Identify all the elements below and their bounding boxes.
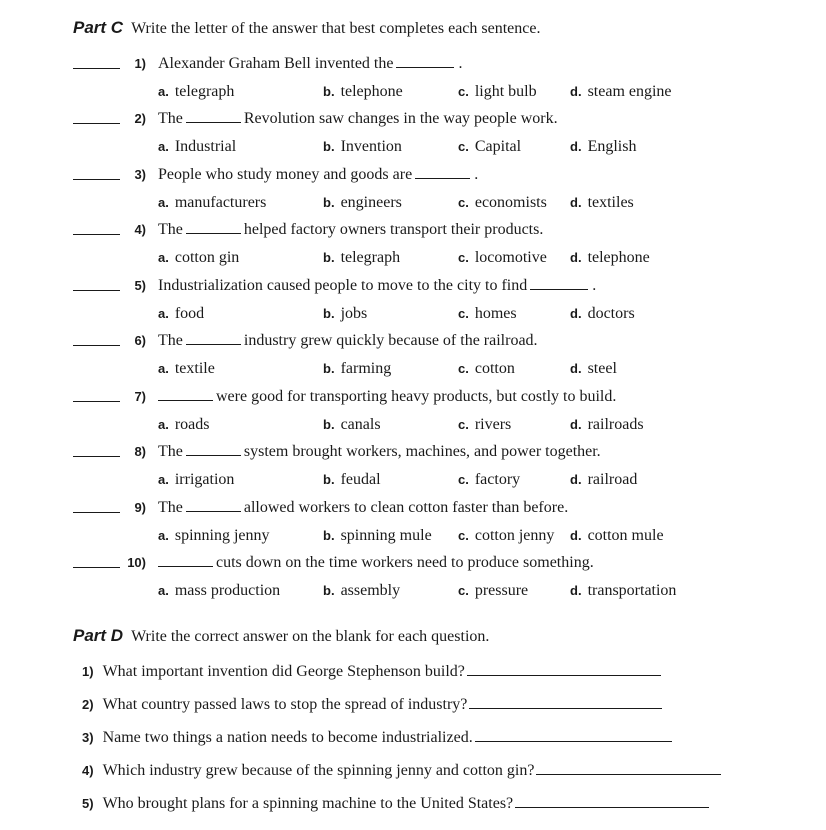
sentence-after: . (458, 55, 463, 72)
sentence-before: People who study money and goods are (158, 166, 413, 183)
option-letter: c. (458, 84, 469, 99)
option-letter: c. (458, 195, 469, 210)
option-letter: b. (323, 528, 335, 543)
option-text: cotton (474, 360, 515, 377)
sentence-after: Revolution saw changes in the way people work. (243, 110, 558, 127)
answer-option (458, 360, 515, 378)
option-letter: a. (158, 250, 169, 265)
option-text: Capital (474, 138, 522, 155)
answer-option (458, 83, 537, 101)
part-d-label: Part D (73, 626, 124, 645)
sentence-after: system brought workers, machines, and power together. (243, 443, 601, 460)
option-text: cotton jenny (474, 527, 555, 544)
answer-blank[interactable] (73, 234, 120, 235)
question-text: What important invention did George Stephenson build? (102, 663, 465, 680)
question-number: 5) (134, 278, 146, 293)
question-number: 4) (82, 763, 94, 778)
option-letter: b. (323, 84, 335, 99)
question-number: 3) (134, 167, 146, 182)
option-letter: a. (158, 361, 169, 376)
answer-option (458, 582, 528, 600)
option-text: Industrial (174, 138, 237, 155)
answer-option (323, 83, 403, 101)
question-sentence (158, 442, 601, 461)
option-letter: b. (323, 195, 335, 210)
option-letter: d. (570, 84, 582, 99)
question-number: 2) (82, 697, 94, 712)
option-text: spinning jenny (174, 527, 270, 544)
option-letter: a. (158, 306, 169, 321)
option-text: pressure (474, 582, 529, 599)
answer-line[interactable] (536, 761, 721, 775)
answer-line[interactable] (515, 794, 709, 808)
sentence-before: The (158, 499, 183, 516)
question-text: Name two things a nation needs to become industrialized. (102, 729, 473, 746)
sentence-after: helped factory owners transport their products. (243, 221, 544, 238)
option-text: mass production (174, 582, 281, 599)
option-text: homes (474, 305, 517, 322)
answer-option (458, 249, 547, 267)
part-d-instruction: Write the correct answer on the blank for each question. (131, 628, 490, 645)
option-text: textiles (587, 194, 634, 211)
option-text: transportation (587, 582, 677, 599)
option-letter: a. (158, 195, 169, 210)
sentence-blank (186, 442, 241, 456)
answer-option (323, 527, 432, 545)
answer-option (458, 138, 521, 156)
answer-blank[interactable] (73, 68, 120, 69)
option-letter: a. (158, 417, 169, 432)
option-text: railroads (587, 416, 644, 433)
sentence-before: The (158, 443, 183, 460)
question-number: 8) (134, 444, 146, 459)
option-letter: b. (323, 417, 335, 432)
option-text: rivers (474, 416, 512, 433)
answer-option (158, 471, 234, 489)
sentence-blank (186, 498, 241, 512)
option-letter: d. (570, 306, 582, 321)
short-answer-question (82, 662, 664, 681)
sentence-blank (186, 331, 241, 345)
answer-option (323, 249, 400, 267)
option-letter: d. (570, 583, 582, 598)
option-text: assembly (340, 582, 401, 599)
short-answer-question (82, 695, 665, 714)
question-number: 4) (134, 222, 146, 237)
sentence-blank (186, 220, 241, 234)
option-letter: a. (158, 84, 169, 99)
sentence-before: Industrialization caused people to move to the city to find (158, 277, 528, 294)
question-number: 1) (134, 56, 146, 71)
option-text: cotton gin (174, 249, 240, 266)
option-letter: c. (458, 361, 469, 376)
option-text: English (587, 138, 637, 155)
answer-option (458, 416, 511, 434)
option-letter: c. (458, 528, 469, 543)
option-text: steam engine (587, 83, 672, 100)
answer-line[interactable] (467, 662, 661, 676)
sentence-before: The (158, 110, 183, 127)
option-text: farming (340, 360, 392, 377)
option-text: telegraph (174, 83, 235, 100)
answer-option (323, 360, 391, 378)
answer-option (458, 305, 517, 323)
sentence-before: The (158, 221, 183, 238)
option-letter: c. (458, 417, 469, 432)
answer-option (158, 305, 204, 323)
sentence-after: . (474, 166, 479, 183)
answer-option (323, 471, 381, 489)
answer-option (158, 582, 280, 600)
option-letter: d. (570, 139, 582, 154)
sentence-after: allowed workers to clean cotton faster than before. (243, 499, 569, 516)
option-letter: a. (158, 472, 169, 487)
option-text: telephone (587, 249, 650, 266)
part-c-header (73, 18, 540, 38)
option-letter: a. (158, 528, 169, 543)
answer-blank[interactable] (73, 401, 120, 402)
question-number: 10) (127, 555, 146, 570)
option-letter: d. (570, 361, 582, 376)
answer-option (158, 360, 215, 378)
part-c-label: Part C (73, 18, 124, 37)
answer-option (158, 138, 236, 156)
option-text: steel (587, 360, 617, 377)
part-c-instruction: Write the letter of the answer that best completes each sentence. (131, 20, 541, 37)
option-text: food (174, 305, 205, 322)
option-text: locomotive (474, 249, 547, 266)
question-sentence (158, 109, 558, 128)
sentence-before: The (158, 332, 183, 349)
question-text: Who brought plans for a spinning machine to the United States? (102, 795, 514, 812)
question-text: What country passed laws to stop the spread of industry? (102, 696, 468, 713)
question-sentence (158, 220, 543, 239)
option-letter: c. (458, 139, 469, 154)
answer-option (570, 305, 635, 323)
question-sentence (158, 387, 616, 406)
option-text: manufacturers (174, 194, 267, 211)
question-number: 1) (82, 664, 94, 679)
option-letter: a. (158, 583, 169, 598)
question-number: 2) (134, 111, 146, 126)
option-text: engineers (340, 194, 402, 211)
answer-blank[interactable] (73, 512, 120, 513)
option-letter: c. (458, 583, 469, 598)
answer-option (323, 138, 402, 156)
answer-blank[interactable] (73, 123, 120, 124)
option-letter: c. (458, 306, 469, 321)
short-answer-question (82, 761, 724, 780)
option-text: canals (340, 416, 381, 433)
answer-option (323, 194, 402, 212)
sentence-blank (158, 553, 213, 567)
part-d-header (73, 626, 489, 646)
option-letter: d. (570, 250, 582, 265)
option-text: roads (174, 416, 210, 433)
question-sentence (158, 165, 478, 184)
option-text: telephone (340, 83, 403, 100)
answer-option (158, 416, 210, 434)
answer-option (323, 305, 367, 323)
option-letter: b. (323, 361, 335, 376)
sentence-after: cuts down on the time workers need to produce something. (216, 554, 594, 571)
answer-blank[interactable] (73, 567, 120, 568)
option-letter: b. (323, 472, 335, 487)
short-answer-question (82, 794, 712, 813)
answer-option (458, 194, 547, 212)
option-letter: d. (570, 472, 582, 487)
option-text: telegraph (340, 249, 401, 266)
answer-option (323, 582, 400, 600)
option-text: spinning mule (340, 527, 432, 544)
question-sentence (158, 498, 568, 517)
option-letter: b. (323, 306, 335, 321)
question-sentence (158, 54, 462, 73)
answer-option (570, 582, 676, 600)
answer-option (458, 471, 520, 489)
sentence-after: . (592, 277, 597, 294)
question-number: 5) (82, 796, 94, 811)
option-letter: b. (323, 139, 335, 154)
option-letter: d. (570, 195, 582, 210)
answer-option (458, 527, 554, 545)
answer-option (158, 83, 234, 101)
option-text: feudal (340, 471, 381, 488)
question-number: 7) (134, 389, 146, 404)
option-text: irrigation (174, 471, 235, 488)
answer-option (570, 249, 650, 267)
option-text: doctors (587, 305, 635, 322)
question-sentence (158, 331, 538, 350)
sentence-blank (530, 276, 588, 290)
answer-option (570, 471, 637, 489)
answer-line[interactable] (475, 728, 672, 742)
question-number: 3) (82, 730, 94, 745)
answer-option (570, 527, 664, 545)
question-sentence (158, 276, 596, 295)
short-answer-question (82, 728, 675, 747)
answer-option (570, 194, 634, 212)
answer-blank[interactable] (73, 179, 120, 180)
question-sentence (158, 553, 594, 572)
answer-line[interactable] (469, 695, 662, 709)
answer-option (158, 194, 266, 212)
question-number: 6) (134, 333, 146, 348)
answer-option (158, 527, 270, 545)
option-text: factory (474, 471, 521, 488)
option-text: railroad (587, 471, 638, 488)
question-text: Which industry grew because of the spinning jenny and cotton gin? (102, 762, 535, 779)
answer-option (570, 360, 617, 378)
sentence-blank (186, 109, 241, 123)
option-text: cotton mule (587, 527, 664, 544)
sentence-blank (158, 387, 213, 401)
answer-option (570, 83, 672, 101)
option-text: jobs (340, 305, 368, 322)
option-letter: c. (458, 250, 469, 265)
option-letter: b. (323, 250, 335, 265)
sentence-blank (396, 54, 454, 68)
answer-blank[interactable] (73, 345, 120, 346)
option-letter: d. (570, 417, 582, 432)
answer-option (323, 416, 381, 434)
option-text: economists (474, 194, 547, 211)
sentence-after: industry grew quickly because of the railroad. (243, 332, 538, 349)
question-number: 9) (134, 500, 146, 515)
option-letter: d. (570, 528, 582, 543)
sentence-after: were good for transporting heavy products, but costly to build. (216, 388, 617, 405)
sentence-before: Alexander Graham Bell invented the (158, 55, 394, 72)
answer-blank[interactable] (73, 290, 120, 291)
option-letter: b. (323, 583, 335, 598)
option-text: Invention (340, 138, 402, 155)
option-text: textile (174, 360, 215, 377)
answer-blank[interactable] (73, 456, 120, 457)
option-text: light bulb (474, 83, 537, 100)
sentence-blank (415, 165, 470, 179)
answer-option (570, 138, 636, 156)
option-letter: c. (458, 472, 469, 487)
option-letter: a. (158, 139, 169, 154)
answer-option (570, 416, 644, 434)
answer-option (158, 249, 239, 267)
